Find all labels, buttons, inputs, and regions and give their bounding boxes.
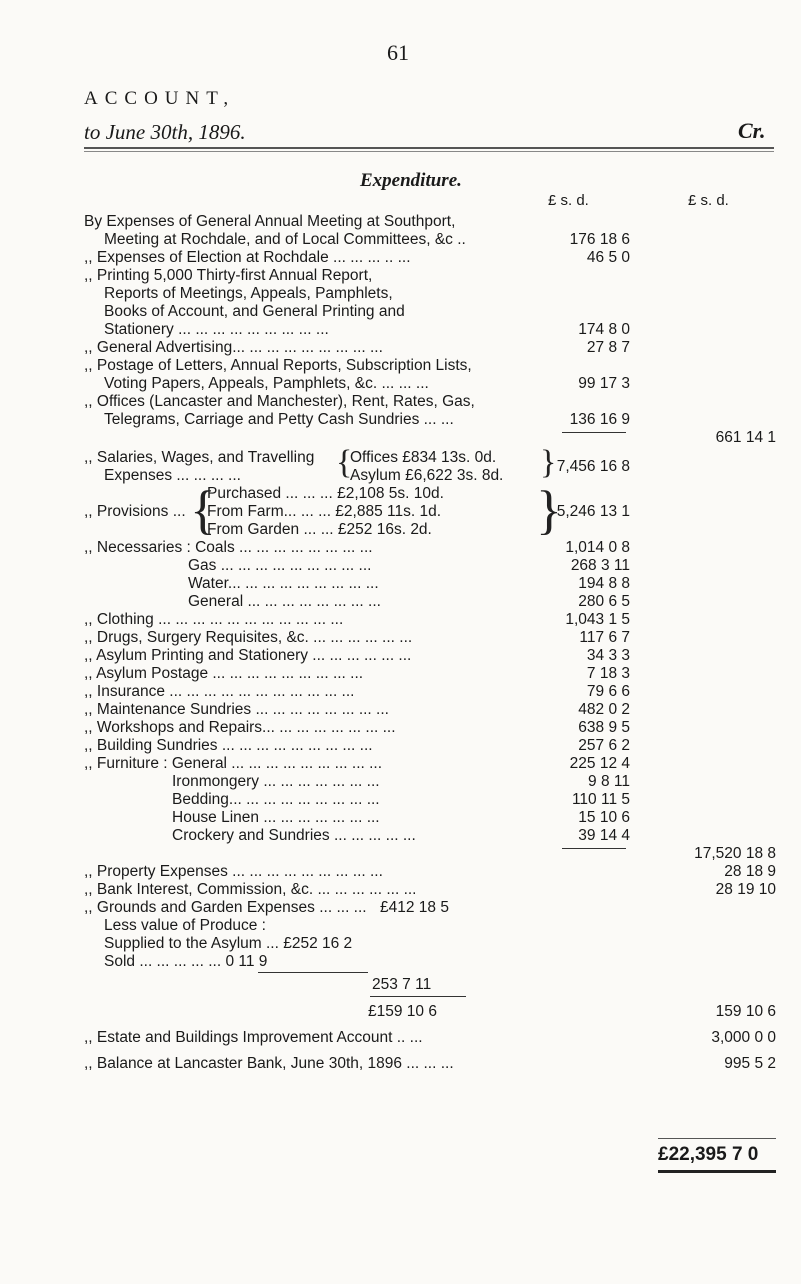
item-amount: 15 10 6 [578,809,630,826]
subtotal-rule [258,972,368,973]
item-line: House Linen ... ... ... ... ... ... ... [172,809,380,826]
item-amount: 46 5 0 [586,249,630,266]
item-amount: 27 8 7 [586,339,630,356]
item-line: ,, Bank Interest, Commission, &c. ... ... ... ... ... ... [84,881,417,898]
item-line: ,, Offices (Lancaster and Manchester), Rent, Rates, Gas, [84,393,475,410]
grounds-less-label: Less value of Produce : [104,917,266,934]
item-line: ,, Building Sundries ... ... ... ... ... ... ... ... ... [84,737,373,754]
item-amount: 34 3 3 [586,647,630,664]
item-amount: 7 18 3 [586,665,630,682]
item-amount: 257 6 2 [578,737,630,754]
item-amount: 136 16 9 [569,411,630,428]
necessaries-line: ,, Necessaries : Coals ... ... ... ... ... ... ... ... [84,539,373,556]
header-rule-bottom [84,151,774,152]
grounds-net-carry: 159 10 6 [715,1003,776,1020]
necessaries-amount: 280 6 5 [578,593,630,610]
subtotal-rule [562,432,626,433]
grounds-sold: Sold ... ... ... ... ... 0 11 9 [104,953,268,970]
grounds-net: £159 10 6 [368,1003,437,1020]
date-prefix: to [84,120,101,144]
total-rule-bottom [658,1170,776,1173]
section-title: Expenditure. [360,170,462,191]
provisions-amount: 5,246 13 1 [556,503,630,520]
page-number: 61 [387,40,409,65]
subtotal-amount: 17,520 18 8 [694,845,776,862]
right-brace-icon: } [536,480,562,540]
account-heading: ACCOUNT, [84,88,236,109]
date-rest: 30th, 1896. [150,120,246,144]
item-line: Reports of Meetings, Appeals, Pamphlets, [104,285,393,302]
item-amount: 174 8 0 [578,321,630,338]
grand-total: £22,395 7 0 [658,1144,759,1165]
header-rule-top [84,147,774,149]
item-line: ,, Expenses of Election at Rochdale ... ... ... .. ... [84,249,411,266]
item-amount: 79 6 6 [586,683,630,700]
necessaries-amount: 268 3 11 [570,557,630,574]
balance-line: ,, Balance at Lancaster Bank, June 30th, 1896 ... ... ... [84,1055,454,1072]
necessaries-line: Water... ... ... ... ... ... ... ... ... [188,575,379,592]
grounds-supplied: Supplied to the Asylum ... £252 16 2 [104,935,353,952]
estate-line: ,, Estate and Buildings Improvement Account .. ... [84,1029,423,1046]
provisions-from-garden: From Garden ... ... £252 16s. 2d. [207,521,432,538]
right-brace-icon: } [540,444,557,481]
left-brace-icon: { [190,480,216,540]
item-line: ,, Drugs, Surgery Requisites, &c. ... ... ... ... ... ... [84,629,413,646]
balance-amount: 995 5 2 [724,1055,776,1072]
item-line: Ironmongery ... ... ... ... ... ... ... [172,773,380,790]
item-line: ,, General Advertising... ... ... ... ... ... ... ... ... [84,339,383,356]
salaries-offices: Offices £834 13s. 0d. [350,449,497,466]
item-amount: 482 0 2 [578,701,630,718]
item-amount: 28 19 10 [715,881,776,898]
item-line: ,, Postage of Letters, Annual Reports, Subscription Lists, [84,357,472,374]
item-line: ,, Property Expenses ... ... ... ... ... ... ... ... ... [84,863,383,880]
item-line: ,, Clothing ... ... ... ... ... ... ... ... ... ... ... [84,611,344,628]
item-line: Stationery ... ... ... ... ... ... ... ... ... [104,321,329,338]
salaries-label-2: Expenses ... ... ... ... [104,467,241,484]
item-line: Crockery and Sundries ... ... ... ... ... [172,827,416,844]
provisions-label: ,, Provisions ... [84,503,186,520]
salaries-amount: 7,456 16 8 [556,458,630,475]
item-amount: 28 18 9 [724,863,776,880]
grounds-amount: £412 18 5 [380,899,449,916]
item-line: ,, Maintenance Sundries ... ... ... ... ... ... ... ... [84,701,389,718]
item-line: Books of Account, and General Printing and [104,303,405,320]
account-date [84,120,246,145]
salaries-asylum: Asylum £6,622 3s. 8d. [350,467,504,484]
item-line: ,, Printing 5,000 Thirty-first Annual Report, [84,267,373,284]
provisions-from-farm: From Farm... ... ... £2,885 11s. 1d. [207,503,442,520]
item-amount: 110 11 5 [571,791,630,808]
left-brace-icon: { [336,444,353,481]
grounds-label: ,, Grounds and Garden Expenses ... ... ... [84,899,367,916]
item-amount: 1,043 1 5 [565,611,630,628]
column-header-b: £ s. d. [688,192,729,209]
item-amount: 638 9 5 [578,719,630,736]
salaries-label: ,, Salaries, Wages, and Travelling [84,449,315,466]
item-amount: 117 6 7 [579,629,630,646]
necessaries-line: Gas ... ... ... ... ... ... ... ... ... [188,557,372,574]
item-amount: 39 14 4 [578,827,630,844]
item-line: ,, Workshops and Repairs... ... ... ... ... ... ... ... [84,719,396,736]
item-line: ,, Asylum Printing and Stationery ... ... ... ... ... ... [84,647,412,664]
item-line: Voting Papers, Appeals, Pamphlets, &c. ... ... ... [104,375,429,392]
item-line: ,, Asylum Postage ... ... ... ... ... ... ... ... ... [84,665,364,682]
item-amount: 9 8 11 [588,773,630,790]
column-header-a: £ s. d. [548,192,589,209]
item-line: ,, Insurance ... ... ... ... ... ... ... ... ... ... ... [84,683,355,700]
item-amount: 225 12 4 [569,755,630,772]
item-line: ,, Furniture : General ... ... ... ... ... ... ... ... ... [84,755,383,772]
item-line: By Expenses of General Annual Meeting at Southport, [84,213,456,230]
item-line: Meeting at Rochdale, and of Local Committees, &c .. [104,231,466,248]
subtotal-amount: 661 14 1 [715,429,776,446]
necessaries-amount: 1,014 0 8 [565,539,630,556]
subtotal-rule [562,848,626,849]
item-line: Telegrams, Carriage and Petty Cash Sundries ... ... [104,411,454,428]
grounds-less-total: 253 7 11 [372,976,432,993]
credit-side-label: Cr. [738,118,766,143]
item-amount: 176 18 6 [569,231,630,248]
estate-amount: 3,000 0 0 [711,1029,776,1046]
subtotal-rule [370,996,466,997]
necessaries-amount: 194 8 8 [578,575,630,592]
provisions-purchased: Purchased ... ... ... £2,108 5s. 10d. [207,485,444,502]
necessaries-line: General ... ... ... ... ... ... ... ... [188,593,381,610]
date-month: June [105,120,146,144]
total-rule-top [658,1138,776,1139]
item-amount: 99 17 3 [578,375,630,392]
item-line: Bedding... ... ... ... ... ... ... ... ... [172,791,380,808]
